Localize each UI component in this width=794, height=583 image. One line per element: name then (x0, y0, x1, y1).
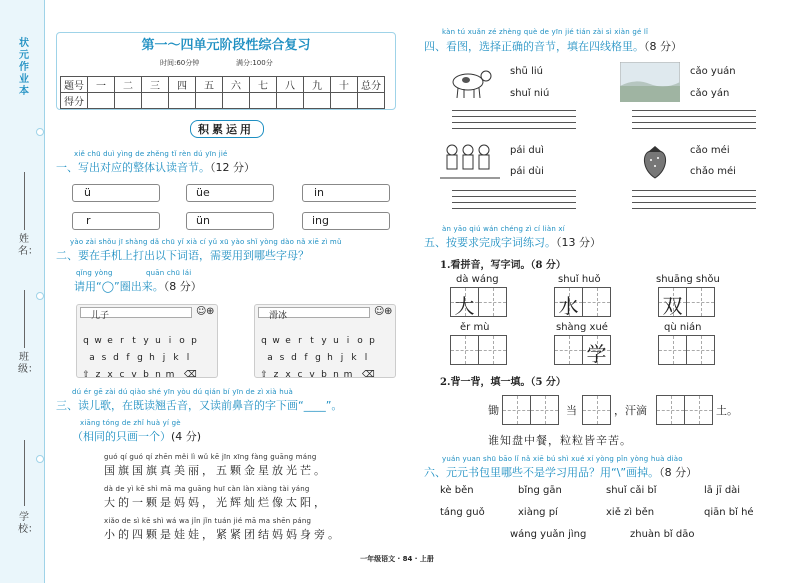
syllable-item: in (314, 186, 325, 199)
option: pái dùi (510, 166, 544, 177)
col-header: 总分 (358, 77, 385, 93)
score-table (60, 76, 385, 109)
binding-hole (36, 292, 44, 300)
key[interactable]: e (285, 336, 291, 346)
q1-pinyin: xiě chū duì yìng de zhěng tǐ rèn dú yīn jié (74, 150, 228, 158)
q2-pinyin: yào zài shǒu jī shàng dǎ chū yǐ xià cí yǔ xū yào shǐ yòng dào nǎ xiē zì mǔ (70, 238, 342, 246)
q4-pinyin: kàn tú xuǎn zé zhèng què de yīn jié tián zài sì xiàn gé lǐ (442, 28, 649, 36)
poem-pinyin: dà de yì kē shì mā ma guāng huī càn làn xiàng tài yáng (104, 485, 310, 493)
page-title: 第一～四单元阶段性综合复习 (141, 38, 311, 53)
key[interactable]: v (131, 370, 137, 380)
q6-title: 六、元元书包里哪些不是学习用品？用“\”画掉。（8 分） (424, 466, 698, 479)
q3-title-line1: 三、读儿歌，在既读翘舌音，又读前鼻音的字下画“____”。 (56, 399, 343, 412)
score-cell[interactable] (358, 93, 385, 109)
key[interactable]: u (333, 336, 339, 346)
tian-grid[interactable] (658, 287, 715, 317)
col-header: 一 (88, 77, 115, 93)
strawberry-image (640, 144, 670, 180)
class-line (24, 290, 25, 348)
word-option[interactable]: xiàng pí (518, 507, 558, 518)
tian-grid[interactable] (658, 335, 715, 365)
col-header: 五 (196, 77, 223, 93)
key[interactable]: v (309, 370, 315, 380)
q5-sub1: 1.看拼音，写字词。（8 分） (440, 260, 566, 271)
option: cǎo yán (690, 88, 730, 99)
key[interactable]: q (83, 336, 89, 346)
col-header: 三 (142, 77, 169, 93)
tian-grid[interactable] (450, 335, 507, 365)
key[interactable]: w (94, 336, 102, 346)
four-line-grid[interactable] (452, 110, 576, 129)
key[interactable]: t (132, 336, 136, 346)
col-header: 十 (331, 77, 358, 93)
q1-title: 一、写出对应的整体认读音节。（12 分） (56, 161, 255, 174)
key[interactable]: h (149, 353, 155, 363)
cow-image (444, 66, 494, 100)
key[interactable]: e (107, 336, 113, 346)
key[interactable]: s (101, 353, 107, 363)
class-label: 班级： (18, 352, 38, 375)
school-label: 学校： (18, 512, 38, 535)
key[interactable]: k (173, 353, 179, 363)
poem-line: 小的四颗是娃娃，紧紧团结妈妈身旁。 (104, 528, 342, 541)
word-option[interactable]: wáng yuǎn jìng (510, 529, 587, 540)
emoji-icon: ☺ (196, 306, 207, 317)
key[interactable]: f (304, 353, 308, 363)
grid-char: 双 (662, 294, 683, 318)
key[interactable]: r (120, 336, 124, 346)
row-label-score: 得分 (61, 93, 88, 109)
add-icon: ⊕ (206, 306, 215, 317)
fill-grid[interactable] (582, 395, 611, 425)
key[interactable]: m (165, 370, 175, 380)
q5-title: 五、按要求完成字词练习。（13 分） (424, 236, 601, 249)
score-cell[interactable] (277, 93, 304, 109)
binding-hole (36, 128, 44, 136)
key[interactable]: f (126, 353, 130, 363)
grid-char: 大 (454, 294, 475, 318)
key[interactable]: o (357, 336, 363, 346)
key[interactable]: a (267, 353, 273, 363)
col-header: 二 (115, 77, 142, 93)
name-line (24, 172, 25, 230)
word-option[interactable]: qiān bǐ hé (704, 507, 754, 518)
col-header: 九 (304, 77, 331, 93)
key[interactable]: m (343, 370, 353, 380)
key[interactable]: c (119, 370, 125, 380)
add-icon: ⊕ (384, 306, 393, 317)
score-cell[interactable] (250, 93, 277, 109)
q6-pinyin: yuán yuan shū bāo lǐ nǎ xiē bú shì xué xí yòng pǐn yòng huà diào (442, 455, 683, 463)
key-row-3 (258, 362, 374, 381)
item-pinyin: qù nián (664, 322, 702, 333)
syllable-item: üe (196, 186, 210, 199)
strip-title: 状元作业本 (19, 38, 29, 97)
key[interactable]: t (310, 336, 314, 346)
page-footer: 一年级语文 · 84 · 上册 (360, 555, 434, 563)
key[interactable]: z (95, 370, 101, 380)
item-pinyin: shuǐ huǒ (558, 274, 601, 285)
option: shuǐ niú (510, 88, 550, 99)
grid-char: 水 (558, 294, 579, 318)
fill-text: ，汗滴 (614, 404, 647, 417)
shift-icon[interactable]: ⇧ (260, 370, 268, 380)
score-cell[interactable] (142, 93, 169, 109)
fill-grid[interactable] (656, 395, 713, 425)
backspace-icon[interactable]: ⌫ (362, 370, 375, 380)
four-line-grid[interactable] (632, 110, 756, 129)
option: shū liú (510, 66, 543, 77)
key[interactable]: l (364, 353, 368, 363)
syllable-item: ün (196, 214, 210, 227)
option: cǎo méi (690, 145, 730, 156)
tian-grid[interactable] (554, 335, 611, 365)
name-label: 姓名： (18, 234, 38, 257)
syllable-item: r (86, 214, 91, 227)
key[interactable]: n (155, 370, 161, 380)
q5-pinyin: àn yāo qiú wán chéng zì cí liàn xí (442, 225, 565, 233)
poem-line: 大的一颗是妈妈，光辉灿烂像太阳， (104, 496, 328, 509)
shift-icon[interactable]: ⇧ (82, 370, 90, 380)
input-field-1[interactable]: 儿子 (80, 307, 192, 318)
score-cell[interactable] (196, 93, 223, 109)
item-pinyin: shàng xué (556, 322, 608, 333)
key[interactable]: j (162, 353, 166, 363)
fill-text: 当 (566, 404, 577, 417)
key[interactable]: o (179, 336, 185, 346)
q3-title-line2: （相同的只画一个）(4 分) (72, 430, 202, 443)
key[interactable]: y (143, 336, 149, 346)
score-cell[interactable] (115, 93, 142, 109)
option: chǎo méi (690, 166, 736, 177)
key[interactable]: u (155, 336, 161, 346)
key[interactable]: z (273, 370, 279, 380)
word-option[interactable]: xiě zì běn (606, 507, 655, 518)
grid-char: 学 (586, 342, 607, 366)
binding-hole (36, 455, 44, 463)
key[interactable]: l (186, 353, 190, 363)
backspace-icon[interactable]: ⌫ (184, 370, 197, 380)
col-header: 六 (223, 77, 250, 93)
key[interactable]: p (369, 336, 375, 346)
key[interactable]: h (327, 353, 333, 363)
item-pinyin: shuāng shǒu (656, 274, 720, 285)
col-header: 四 (169, 77, 196, 93)
syllable-item: ing (312, 214, 330, 227)
input-field-2[interactable]: 滑冰 (258, 307, 370, 318)
key[interactable]: j (340, 353, 344, 363)
q2-pinyin2b: quān chū lái (146, 269, 192, 277)
q2-title-line2: 请用“◯”圈出来。（8 分） (74, 280, 202, 293)
fill-text: 锄 (488, 404, 499, 417)
option: cǎo yuán (690, 66, 736, 77)
key[interactable]: x (107, 370, 113, 380)
score-cell[interactable] (304, 93, 331, 109)
q4-title: 四、看图，选择正确的音节，填在四线格里。（8 分） (424, 40, 682, 53)
four-line-grid[interactable] (632, 190, 756, 209)
full-score: 满分:100分 (236, 59, 273, 67)
key[interactable]: i (346, 336, 350, 346)
score-cell[interactable] (223, 93, 250, 109)
col-header: 七 (250, 77, 277, 93)
key-row-3 (80, 362, 196, 381)
key[interactable]: b (143, 370, 149, 380)
key[interactable]: k (351, 353, 357, 363)
grassland-image (620, 62, 680, 102)
syllable-item: ü (84, 186, 91, 199)
word-option[interactable]: lā jī dài (704, 485, 741, 496)
item-pinyin: dà wáng (456, 274, 499, 285)
tian-grid[interactable] (450, 287, 507, 317)
key[interactable]: g (137, 353, 143, 363)
option: pái duì (510, 145, 544, 156)
key[interactable]: r (298, 336, 302, 346)
key[interactable]: d (291, 353, 297, 363)
word-option[interactable]: zhuàn bǐ dāo (630, 529, 695, 540)
poem-pinyin: xiǎo de sì kē shì wá wa jǐn jǐn tuán jié mā ma shēn páng (104, 517, 312, 525)
q2-title-line1: 二、要在手机上打出以下词语，需要用到哪些字母？ (56, 249, 309, 262)
time-limit: 时间:60分钟 (160, 59, 200, 67)
score-cell[interactable] (331, 93, 358, 109)
score-cell[interactable] (169, 93, 196, 109)
tian-grid[interactable] (554, 287, 611, 317)
key[interactable]: d (113, 353, 119, 363)
word-option[interactable]: táng guǒ (440, 507, 485, 518)
item-pinyin: ěr mù (460, 322, 490, 333)
q2-pinyin2a: qǐng yòng (76, 269, 113, 277)
poem-pinyin: guó qí guó qí zhēn měi lì wǔ kē jīn xīng fàng guāng máng (104, 453, 317, 461)
key[interactable]: i (168, 336, 172, 346)
key[interactable]: y (321, 336, 327, 346)
poem-line-2: 谁知盘中餐，粒粒皆辛苦。 (488, 434, 632, 447)
key[interactable]: c (297, 370, 303, 380)
q5-sub2: 2.背一背，填一填。（5 分） (440, 377, 566, 388)
school-line (24, 440, 25, 506)
emoji-icon: ☺ (374, 306, 385, 317)
four-line-grid[interactable] (452, 190, 576, 209)
key[interactable]: n (333, 370, 339, 380)
score-cell[interactable] (88, 93, 115, 109)
q3-pinyin: dú ér gē zài dú qiào shé yīn yòu dú qián bí yīn de zì xià huà (72, 388, 293, 396)
word-option[interactable]: kè běn (440, 485, 474, 496)
key[interactable]: q (261, 336, 267, 346)
key[interactable]: w (272, 336, 280, 346)
key[interactable]: b (321, 370, 327, 380)
key[interactable]: g (315, 353, 321, 363)
row-label-number: 题号 (61, 77, 88, 93)
word-option[interactable]: shuǐ cǎi bǐ (606, 485, 657, 496)
col-header: 八 (277, 77, 304, 93)
fill-text: 土。 (716, 404, 738, 417)
q3-pinyin2: xiāng tóng de zhǐ huà yí gè (80, 419, 181, 427)
key[interactable]: p (191, 336, 197, 346)
fill-grid[interactable] (502, 395, 559, 425)
key[interactable]: a (89, 353, 95, 363)
key[interactable]: x (285, 370, 291, 380)
section-title: 积累运用 (198, 123, 254, 136)
word-option[interactable]: bǐng gān (518, 485, 562, 496)
poem-line: 国旗国旗真美丽，五颗金星放光芒。 (104, 464, 328, 477)
team-image (440, 140, 500, 180)
key[interactable]: s (279, 353, 285, 363)
